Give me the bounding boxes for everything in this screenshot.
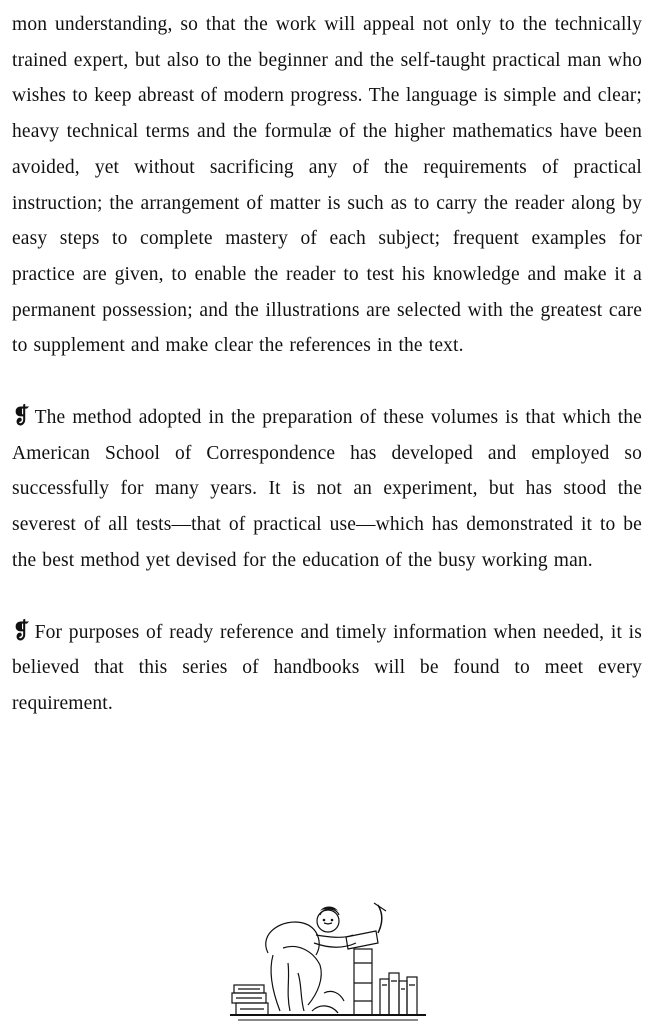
paragraph-intro — [12, 0, 642, 364]
paragraph-method-text: The method adopted in the preparation of these volumes is that which the American School of Correspondence has developed and employed so successfully for many years. It is not an experiment, but has stood the severest of all tests—that of practical use—which has demonstrated it to be the best method yet devised for the education of the busy working man. — [12, 407, 642, 571]
document-page — [12, 0, 642, 722]
paragraph-marker-icon: ❡ — [12, 403, 30, 429]
paragraph-intro-text: mon understanding, so that the work will appeal not only to the technically trained expert, but also to the beginner and the self-taught practical man who wishes to keep abreast of modern progress. The language is simple and clear; heavy technical terms and the formulæ of the higher mathematics have been avoided, yet without sacrificing any of the requirements of practical instruction; the arrangement of matter is such as to carry the reader along by easy steps to complete mastery of each subject; frequent examples for practice are given, to enable the reader to test his knowledge and make it a permanent possession; and the illustrations are selected with the greatest care to supplement and make clear the references in the text. — [12, 14, 642, 357]
scholar-reading-vignette-icon — [228, 893, 428, 1023]
paragraph-marker-icon: ❡ — [12, 617, 30, 643]
paragraph-method — [12, 398, 642, 579]
paragraph-reference-text: For purposes of ready reference and timely information when needed, it is believed that this series of handbooks will be found to meet every requirement. — [12, 621, 642, 714]
paragraph-reference — [12, 613, 642, 722]
